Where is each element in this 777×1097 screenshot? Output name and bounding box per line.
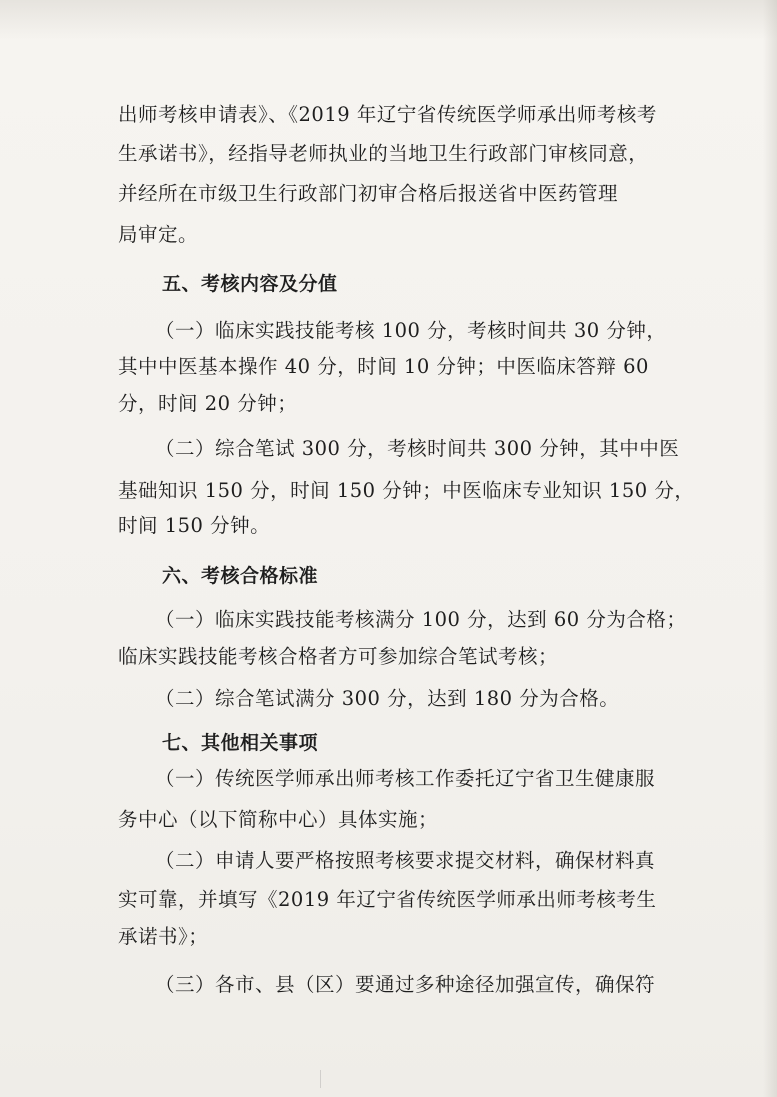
line-text: 分，时间 20 分钟； (118, 392, 298, 415)
line-text: 时间 150 分钟。 (118, 514, 271, 537)
line-text: 生承诺书》，经指导老师执业的当地卫生行政部门审核同意， (118, 142, 649, 165)
line-text: 实可靠，并填写《2019 年辽宁省传统医学师承出师考核考生 (118, 888, 657, 911)
line-text: 务中心（以下简称中心）具体实施； (118, 808, 439, 831)
line-text: （二）综合笔试 300 分，考核时间共 300 分钟，其中中医 (155, 437, 680, 460)
line-text: （一）传统医学师承出师考核工作委托辽宁省卫生健康服 (155, 767, 656, 790)
line-text: （三）各市、县（区）要通过多种途径加强宣传，确保符 (155, 973, 656, 996)
line-text: （二）申请人要严格按照考核要求提交材料，确保材料真 (155, 849, 656, 872)
heading-text: 五、考核内容及分值 (162, 273, 338, 295)
scan-artifact (320, 1070, 361, 1088)
line-text: 承诺书》； (118, 925, 209, 948)
line-text: （二）综合笔试满分 300 分，达到 180 分为合格。 (155, 687, 620, 710)
scan-top-shadow (0, 0, 777, 40)
heading-text: 七、其他相关事项 (162, 732, 319, 754)
line-text: 临床实践技能考核合格者方可参加综合笔试考核； (118, 645, 559, 668)
line-text: 出师考核申请表》、《2019 年辽宁省传统医学师承出师考核考 (118, 103, 657, 126)
scan-right-shadow (763, 0, 777, 1097)
line-text: 并经所在市级卫生行政部门初审合格后报送省中医药管理 (118, 182, 619, 205)
line-text: 局审定。 (118, 223, 199, 246)
line-text: （一）临床实践技能考核 100 分，考核时间共 30 分钟， (155, 319, 667, 342)
line-text: 基础知识 150 分，时间 150 分钟；中医临床专业知识 150 分， (118, 479, 695, 502)
heading-text: 六、考核合格标准 (162, 565, 319, 587)
line-text: 其中中医基本操作 40 分，时间 10 分钟；中医临床答辩 60 (118, 355, 649, 378)
line-text: （一）临床实践技能考核满分 100 分，达到 60 分为合格； (155, 608, 687, 631)
